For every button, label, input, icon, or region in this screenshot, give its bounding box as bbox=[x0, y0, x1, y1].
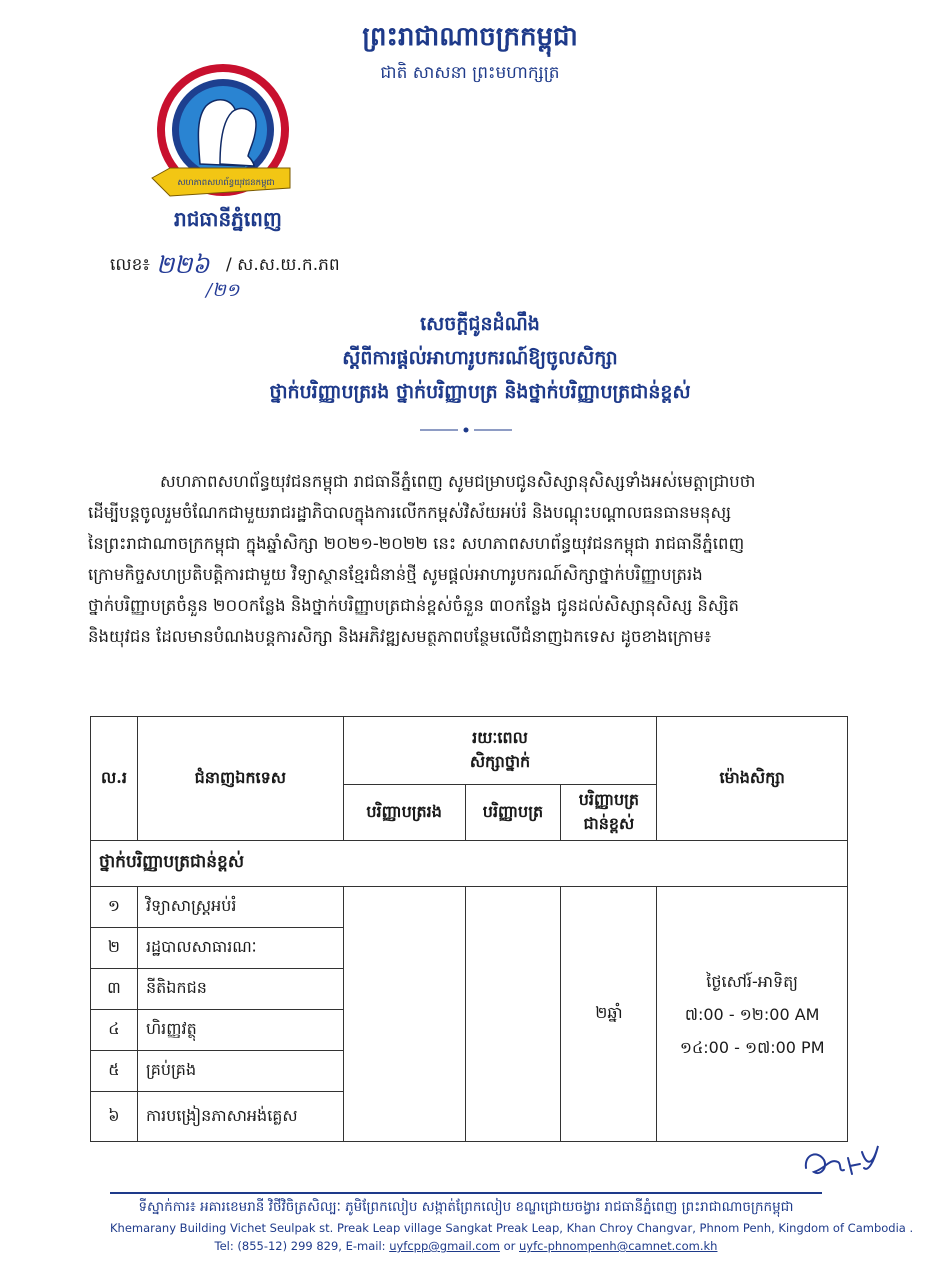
section-row-master: ថ្នាក់បរិញ្ញាបត្រជាន់ខ្ពស់ bbox=[91, 841, 848, 887]
row-no: ៥ bbox=[91, 1051, 138, 1092]
header-master: បរិញ្ញាបត្រជាន់ខ្ពស់ bbox=[561, 785, 657, 841]
row-no: ២ bbox=[91, 928, 138, 969]
footer-address-khmer: ទីស្នាក់ការ៖ អគារខេមរានី វិថីវិចិត្រសិល្បៈ ភូមិព្រែកលៀប សង្កាត់ព្រែកលៀប ខណ្ឌជ្រោយចង្វារ រាជធានីភ្នំពេញ ព្រះរាជាណាចក្រកម្ពុជា bbox=[138, 1199, 794, 1215]
reference-number: ២២៦ bbox=[156, 251, 210, 279]
schedule-days: ថ្ងៃសៅរ៍-អាទិត្យ bbox=[706, 971, 799, 991]
notice-programs: ថ្នាក់បរិញ្ញាបត្ររង ថ្នាក់បរិញ្ញាបត្រ និងថ្នាក់បរិញ្ញាបត្រជាន់ខ្ពស់ bbox=[269, 381, 691, 403]
row-major: វិទ្យាសាស្ត្រអប់រំ bbox=[137, 887, 343, 928]
organization-logo bbox=[140, 60, 306, 220]
footer-divider bbox=[110, 1192, 822, 1196]
schedule-cell bbox=[657, 887, 848, 1142]
schedule-afternoon: ១៤:00 - ១៧:00 PM bbox=[679, 1037, 825, 1057]
footer-contact bbox=[110, 1239, 822, 1253]
row-major: រដ្ឋបាលសាធារណៈ bbox=[137, 928, 343, 969]
notice-body bbox=[88, 466, 836, 652]
header-major: ជំនាញឯកទេស bbox=[137, 717, 343, 841]
divider-ornament bbox=[418, 426, 514, 434]
programs-table bbox=[90, 716, 848, 1142]
reference-label: លេខ៖ bbox=[110, 255, 150, 275]
header-schedule: ម៉ោងសិក្សា bbox=[657, 717, 848, 841]
row-no: ៤ bbox=[91, 1010, 138, 1051]
schedule-morning: ៧:00 - ១២:00 AM bbox=[684, 1004, 820, 1024]
row-major: នីតិឯកជន bbox=[137, 969, 343, 1010]
logo-banner-text: សហភាពសហព័ន្ធយុវជនកម្ពុជា bbox=[177, 178, 275, 188]
reference-code: / ស.ស.យ.ក.ភព bbox=[226, 255, 340, 275]
city-label: រាជធានីភ្នំពេញ bbox=[174, 207, 282, 231]
footer-email-2[interactable]: uyfc-phnompenh@camnet.com.kh bbox=[519, 1239, 718, 1253]
row-major: ការបង្រៀនភាសាអង់គ្លេស bbox=[137, 1092, 343, 1142]
table-row bbox=[91, 887, 848, 928]
body-line: ក្រោមកិច្ចសហប្រតិបត្តិការជាមួយ វិទ្យាស្ថានខ្មែរជំនាន់ថ្មី សូមផ្តល់អាហារូបករណ៍សិក្សាថ្នាក់បរិញ្ញាបត្ររង bbox=[88, 565, 703, 584]
header-associate: បរិញ្ញាបត្ររង bbox=[343, 785, 465, 841]
footer-address-english: Khemarany Building Vichet Seulpak st. Preak Leap village Sangkat Preak Leap, Khan Chroy Changvar, Phnom Penh, Kingdom of Cambodia . bbox=[110, 1221, 914, 1235]
footer-email-1[interactable]: uyfcpp@gmail.com bbox=[389, 1239, 500, 1253]
row-major: ហិរញ្ញវត្ថុ bbox=[137, 1010, 343, 1051]
header-level-label: សិក្សាថ្នាក់ bbox=[469, 751, 531, 771]
row-no: ១ bbox=[91, 887, 138, 928]
row-no: ៦ bbox=[91, 1092, 138, 1142]
signature-initials bbox=[798, 1128, 888, 1188]
bachelor-duration-cell bbox=[465, 887, 561, 1142]
header-bachelor: បរិញ្ញាបត្រ bbox=[465, 785, 561, 841]
body-line: សហភាពសហព័ន្ធយុវជនកម្ពុជា រាជធានីភ្នំពេញ សូមជម្រាបជូនសិស្សានុសិស្សទាំងអស់មេត្តាជ្រាបថា bbox=[160, 472, 756, 491]
reference-year: /២១ bbox=[206, 280, 240, 301]
header-duration bbox=[343, 717, 657, 785]
national-motto: ជាតិ សាសនា ព្រះមហាក្សត្រ bbox=[380, 63, 560, 83]
body-line: ថ្នាក់បរិញ្ញាបត្រចំនួន ២០០កន្លែង និងថ្នាក់បរិញ្ញាបត្រជាន់ខ្ពស់ចំនួន ៣០កន្លែង ជូនដល់សិស្សានុសិស្ស និស្សិត bbox=[88, 596, 739, 615]
kingdom-heading: ព្រះរាជាណាចក្រកម្ពុជា bbox=[362, 22, 578, 52]
notice-title: សេចក្តីជូនដំណឹង bbox=[420, 313, 540, 335]
row-major: គ្រប់គ្រង bbox=[137, 1051, 343, 1092]
footer-or: or bbox=[499, 1239, 520, 1253]
master-duration: ២ឆ្នាំ bbox=[561, 887, 657, 1142]
footer-tel: Tel: (855-12) 299 829, E-mail: bbox=[214, 1239, 390, 1253]
body-line: នៃព្រះរាជាណាចក្រកម្ពុជា ក្នុងឆ្នាំសិក្សា ២០២១-២០២២ នេះ សហភាពសហព័ន្ធយុវជនកម្ពុជា រាជធានីភ្នំពេញ bbox=[88, 534, 745, 553]
associate-duration-cell bbox=[343, 887, 465, 1142]
notice-subject: ស្តីពីការផ្តល់អាហារូបករណ៍ឱ្យចូលសិក្សា bbox=[342, 347, 618, 369]
body-line: និងយុវជន ដែលមានបំណងបន្តការសិក្សា និងអភិវឌ្ឍសមត្ថភាពបន្ថែមលើជំនាញឯកទេស ដូចខាងក្រោម៖ bbox=[88, 627, 712, 646]
header-no: ល.រ bbox=[91, 717, 138, 841]
row-no: ៣ bbox=[91, 969, 138, 1010]
header-duration-label: រយៈពេល bbox=[472, 727, 528, 747]
body-line: ដើម្បីបន្តចូលរួមចំណែកជាមួយរាជរដ្ឋាភិបាលក្នុងការលើកកម្ពស់វិស័យអប់រំ និងបណ្តុះបណ្តាលធនធានមនុស្ស bbox=[88, 503, 732, 522]
